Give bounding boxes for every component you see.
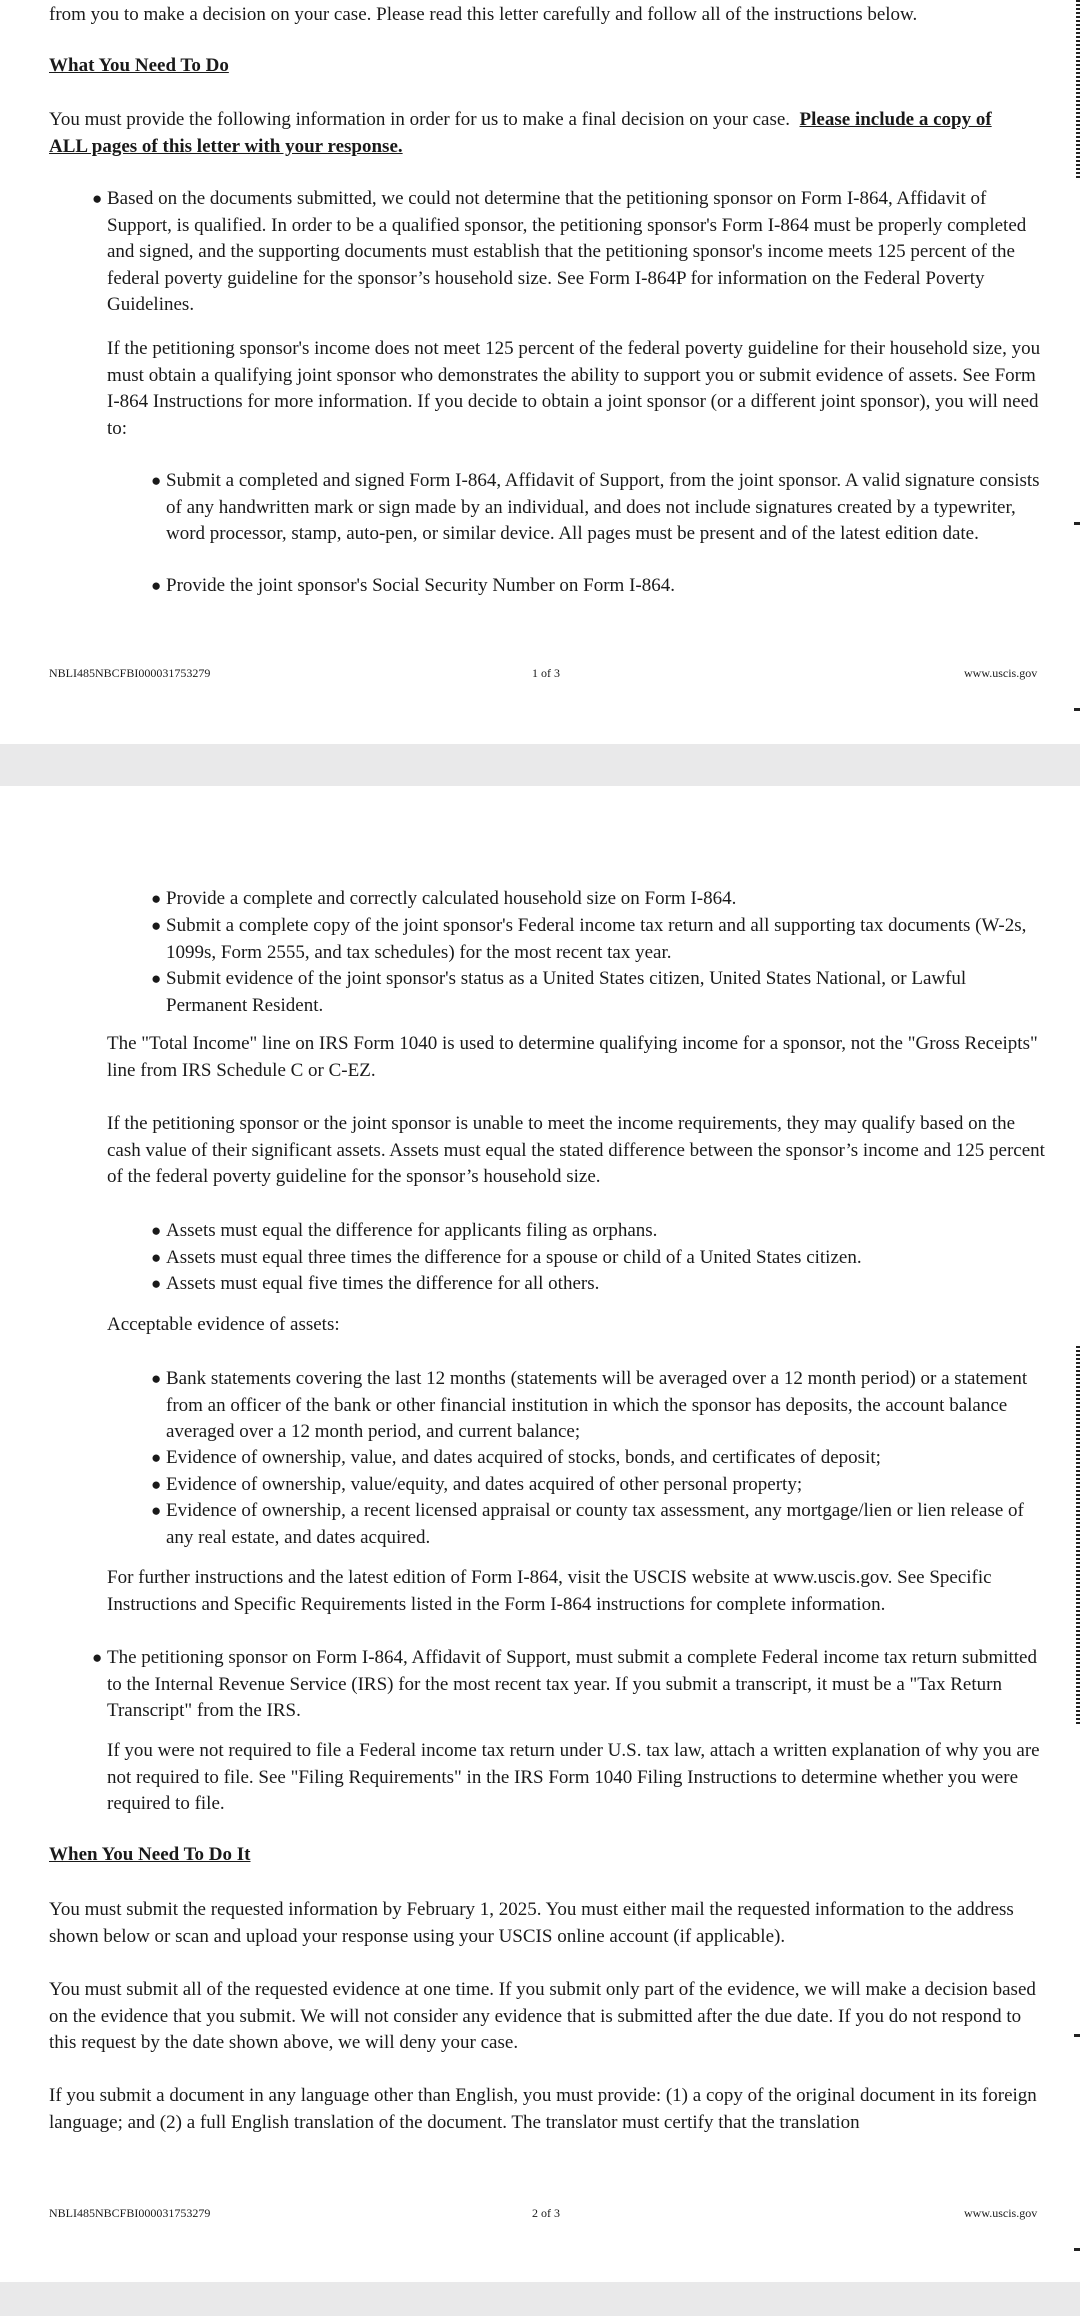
further-instructions-paragraph: For further instructions and the latest edition of Form I-864, visit the USCIS website at www.uscis.gov. See Specific Instructions and Specific Requirements listed in the Form I-864 instructions for complete information. bbox=[107, 1567, 992, 1615]
footer-page-number: 2 of 3 bbox=[532, 2206, 560, 2220]
provide-text: You must provide the following information in order for us to make a final decision on your case. bbox=[49, 109, 791, 130]
total-income-paragraph: The "Total Income" line on IRS Form 1040 is used to determine qualifying income for a sponsor, not the "Gross Receipts" line from IRS Schedule C or C-EZ. bbox=[107, 1033, 1038, 1081]
not-required-paragraph: If you were not required to file a Federal income tax return under U.S. tax law, attach a written explanation of why you are not required to file. See "Filing Requirements" in the IRS Form 1040 Filing Instructions to determine whether you were required to file. bbox=[107, 1740, 1040, 1814]
bullet-dot-icon: ● bbox=[151, 1274, 162, 1293]
language-paragraph: If you submit a document in any language other than English, you must provide: (1) a copy of the original document in its foreign language; and (2) a full English translation of the document. The translator must certify that the translation bbox=[49, 2085, 1037, 2133]
page-edge-tick bbox=[1074, 522, 1080, 525]
bullet-dot-icon: ● bbox=[151, 969, 162, 988]
bullet-dot-icon: ● bbox=[92, 189, 103, 208]
deadline-paragraph: You must submit the requested information by February 1, 2025. You must either mail the requested information to the address shown below or scan and upload your response using your USCIS online account (if applicable). bbox=[49, 1899, 1014, 1947]
when-you-need-heading: When You Need To Do It bbox=[49, 1844, 251, 1865]
bullet-dot-icon: ● bbox=[151, 1248, 162, 1267]
footer-document-id: NBLI485NBCFBI000031753279 bbox=[49, 666, 211, 680]
bullet-dot-icon: ● bbox=[151, 889, 162, 908]
bullet-qualified-sponsor: ● Based on the documents submitted, we could not determine that the petitioning sponsor on Form I-864, Affidavit of Support, is qualified. In order to be a qualified sponsor, the petitioning sponsor's Form I-864 must be properly completed and signed, and the supporting documents must establish that the petitioning sponsor's income meets 125 percent of the federal poverty guideline for the sponsor’s household size. See Form I-864P for information on the Federal Poverty Guidelines. bbox=[92, 188, 1027, 315]
bullet-dot-icon: ● bbox=[151, 1475, 162, 1494]
sub-bullet-orphans: ● Assets must equal the difference for applicants filing as orphans. bbox=[151, 1218, 1051, 1245]
footer-website: www.uscis.gov bbox=[964, 2206, 1038, 2220]
bullet-tax-return: ● The petitioning sponsor on Form I-864, Affidavit of Support, must submit a complete Federal income tax return submitted to the Internal Revenue Service (IRS) for the most recent tax year. If you submit a transcript, it must be a "Tax Return Transcript" from the IRS. bbox=[92, 1647, 1037, 1721]
page-edge-tick bbox=[1074, 2034, 1080, 2037]
page-edge-barcode bbox=[1076, 0, 1080, 178]
sub-bullet-household-size: ● Provide a complete and correctly calculated household size on Form I-864. bbox=[151, 886, 1051, 913]
bullet-dot-icon: ● bbox=[151, 576, 162, 595]
provide-paragraph bbox=[49, 107, 1029, 160]
sub-bullet-stocks-bonds: ● Evidence of ownership, value, and dates acquired of stocks, bonds, and certificates of deposit; bbox=[151, 1445, 1051, 1472]
bullet-dot-icon: ● bbox=[151, 1501, 162, 1520]
footer-page-number: 1 of 3 bbox=[532, 666, 560, 680]
footer-website: www.uscis.gov bbox=[964, 666, 1038, 680]
intro-line: from you to make a decision on your case. Please read this letter carefully and follow all of the instructions below. bbox=[49, 4, 918, 25]
sub-bullet-ssn: ● Provide the joint sponsor's Social Security Number on Form I-864. bbox=[151, 573, 1051, 600]
sub-bullet-form-i864: ● Submit a completed and signed Form I-864, Affidavit of Support, from the joint sponsor. A valid signature consists of any handwritten mark or sign made by an individual, and does not include signatures created by a typewriter, word processor, stamp, auto-pen, or similar device. All pages must be present and of the latest edition date. bbox=[151, 470, 1040, 544]
sub-bullet-all-others: ● Assets must equal five times the difference for all others. bbox=[151, 1271, 1051, 1298]
all-evidence-paragraph: You must submit all of the requested evidence at one time. If you submit only part of the evidence, we will make a decision based on the evidence that you submit. We will not consider any evidence that is submitted after the due date. If you do not respond to this request by the date shown above, we will deny your case. bbox=[49, 1979, 1036, 2053]
letter-page-2 bbox=[0, 786, 1080, 2282]
page-edge-tick bbox=[1074, 2248, 1080, 2251]
provide-emphasis: Please include a copy of ALL pages of this letter with your response. bbox=[49, 109, 992, 157]
page-edge-barcode bbox=[1076, 1346, 1080, 1726]
page-edge-tick bbox=[1074, 708, 1080, 711]
sub-bullet-spouse-child: ● Assets must equal three times the difference for a spouse or child of a United States citizen. bbox=[151, 1245, 1051, 1272]
assets-paragraph: If the petitioning sponsor or the joint sponsor is unable to meet the income requirements, they may qualify based on the cash value of their significant assets. Assets must equal the stated difference between the sponsor’s income and 125 percent of the federal poverty guideline for the sponsor’s household size. bbox=[107, 1113, 1045, 1187]
bullet-dot-icon: ● bbox=[151, 1221, 162, 1240]
bullet-dot-icon: ● bbox=[151, 1448, 162, 1467]
sub-bullet-real-estate: ● Evidence of ownership, a recent licensed appraisal or county tax assessment, any mortgage/lien or lien release of any real estate, and dates acquired. bbox=[151, 1500, 1024, 1548]
acceptable-evidence-label: Acceptable evidence of assets: bbox=[107, 1314, 340, 1335]
bullet-dot-icon: ● bbox=[151, 916, 162, 935]
sub-bullet-status-evidence: ● Submit evidence of the joint sponsor's status as a United States citizen, United States National, or Lawful Permanent Resident. bbox=[151, 968, 967, 1016]
footer-document-id: NBLI485NBCFBI000031753279 bbox=[49, 2206, 211, 2220]
sub-bullet-bank-statements: ● Bank statements covering the last 12 months (statements will be averaged over a 12 month period) or a statement from an officer of the bank or other financial institution in which the sponsor has deposits, the account balance averaged over a 12 month period, and current balance; bbox=[151, 1368, 1028, 1442]
sub-bullet-tax-return-copy: ● Submit a complete copy of the joint sponsor's Federal income tax return and all supporting tax documents (W-2s, 1099s, Form 2555, and tax schedules) for the most recent tax year. bbox=[151, 915, 1027, 963]
what-you-need-heading: What You Need To Do bbox=[49, 55, 229, 76]
sub-bullet-personal-property: ● Evidence of ownership, value/equity, and dates acquired of other personal property; bbox=[151, 1472, 1051, 1499]
bullet-dot-icon: ● bbox=[151, 471, 162, 490]
joint-sponsor-paragraph: If the petitioning sponsor's income does not meet 125 percent of the federal poverty guideline for their household size, you must obtain a qualifying joint sponsor who demonstrates the ability to support you or submit evidence of assets. See Form I-864 Instructions for more information. If you decide to obtain a joint sponsor (or a different joint sponsor), you will need to: bbox=[107, 338, 1041, 439]
bullet-dot-icon: ● bbox=[92, 1648, 103, 1667]
letter-page-1 bbox=[0, 0, 1080, 744]
bullet-dot-icon: ● bbox=[151, 1369, 162, 1388]
